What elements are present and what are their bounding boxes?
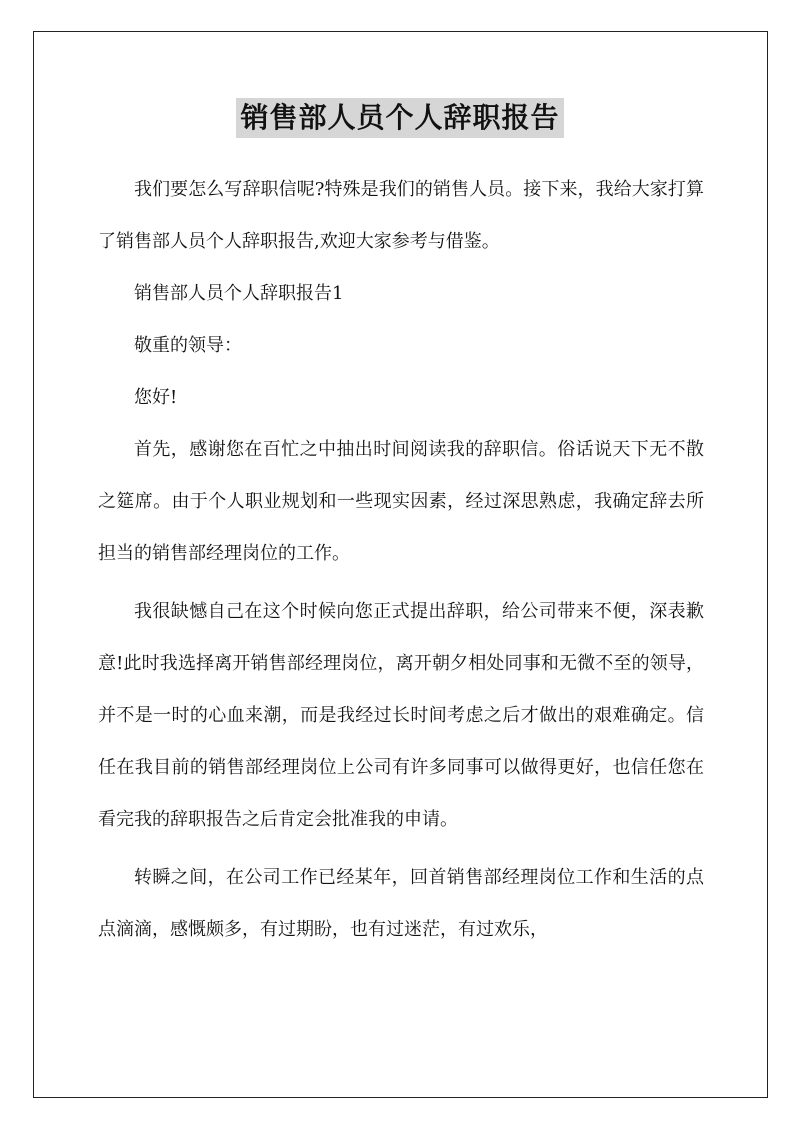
body-paragraph: 首先，感谢您在百忙之中抽出时间阅读我的辞职信。俗话说天下无不散之筵席。由于个人职业规划和一些现实因素，经过深思熟虑，我确定辞去所担当的销售部经理岗位的工作。 xyxy=(98,439,704,564)
intro-paragraph: 我们要怎么写辞职信呢?特殊是我们的销售人员。接下来，我给大家打算了销售部人员个人辞职报告,欢迎大家参考与借鉴。 xyxy=(98,179,704,252)
document-title: 销售部人员个人辞职报告 xyxy=(236,98,563,138)
body-paragraph: 我很缺憾自己在这个时候向您正式提出辞职，给公司带来不便，深表歉意!此时我选择离开销售部经理岗位，离开朝夕相处同事和无微不至的领导，并不是一时的心血来潮，而是我经过长时间考虑之后才做出的艰难确定。信任在我目前的销售部经理岗位上公司有许多同事可以做得更好，也信任您在看完我的辞职报告之后肯定会批准我的申请。 xyxy=(98,601,704,830)
report-heading: 销售部人员个人辞职报告1 xyxy=(134,283,344,304)
salutation: 敬重的领导： xyxy=(134,335,242,356)
greeting: 您好! xyxy=(134,387,178,408)
title-container xyxy=(0,98,800,138)
document-body xyxy=(98,164,704,956)
body-paragraph: 转瞬之间，在公司工作已经某年，回首销售部经理岗位工作和生活的点点滴滴，感慨颇多，有过期盼，也有过迷茫，有过欢乐， xyxy=(98,867,704,940)
